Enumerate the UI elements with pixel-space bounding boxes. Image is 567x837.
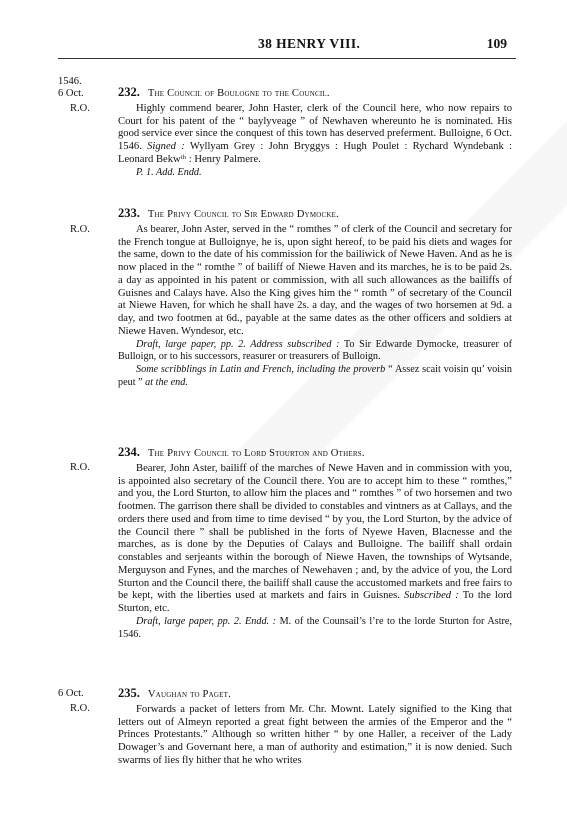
running-head <box>0 36 567 52</box>
entry-233 <box>118 207 512 390</box>
entry-235 <box>118 687 512 768</box>
entry-number: 233. <box>118 206 140 220</box>
entry-note: P. 1. Add. Endd. <box>136 166 202 178</box>
entry-heading <box>118 86 512 101</box>
header-rule <box>58 58 516 59</box>
margin-source-233: R.O. <box>70 224 90 235</box>
entry-body: Forwards a packet of letters from Mr. Chr. Mownt. Lately signified to the King that letters out of Almeyn reported a great fight between the armies of the Emperor and the “ Princes Protestants.” Although so written hither “ by one Haller, a receiver of the Lady Dowager’s and Governant here, a man of authority and estimation,” it is now denied. Such swarms of lies fly hither that he who writes <box>118 703 512 766</box>
body-text: Highly commend bearer, John Haster, clerk of the Council here, who now repairs to Court for his patent of the “ baylyveage ” of Newhaven whereunto he is nominated. His good service ever since the conquest of this town has deserved preferment. Bulloigne, 6 Oct. 1546. <box>118 102 512 152</box>
entry-title: The Privy Council to Sir Edward Dymocke. <box>147 209 339 220</box>
signatories: Wyllyam Grey : John Bryggys : Hugh Poulet : Rychard Wyndebank : Leonard Bekwᵗʰ : Henry Palmere. <box>118 141 512 165</box>
entry-body <box>118 463 512 616</box>
note-label: Draft, large paper, pp. 2. Address subscribed : <box>136 338 340 350</box>
subscribed-text: To the lord Sturton, etc. <box>118 590 512 614</box>
running-head-title: 38 HENRY VIII. <box>258 36 361 51</box>
entry-note <box>118 339 512 365</box>
entry-heading <box>118 446 512 461</box>
entry-heading <box>118 687 512 702</box>
entry-number: 234. <box>118 445 140 459</box>
scribble-label: Some scribblings in Latin and French, including the proverb <box>136 364 386 375</box>
entry-note <box>118 616 512 642</box>
note-text: M. of the Counsail’s l’re to the lorde Sturton for Astre, 1546. <box>118 615 512 640</box>
entry-number: 232. <box>118 85 140 99</box>
body-text: Bearer, John Aster, bailiff of the marches of Newe Haven and in commission with you, is appointed also secretary of the Council there. You are to accept him to these “ romthes,” and you, the Lord Sturton, to allow him the places and “ romthes ” of two horsemen and two footmen. The garrison there shall be divided to constables and vintners as at Callays, and the orders there used and from time to time devised “ by you, the Lord Sturton, by the advice of the Council there ” shall be published in the forts of Nyewe Haven, Blacnesse and the marches, as is done by the Deputies of Calays and Bulloigne. The bailiff shall ordain constables and serjeants within the borough of Niewe Haven, the townships of Wytsande, Merguyson and Fynes, and the marches of Newehaven ; and, by the advice of you, the Lord Sturton and the Council there, the bailiff shall cause the accustomed markets and free fairs to be kept, with the liberties used at markets and fairs in Guisnes. <box>118 462 512 602</box>
signed-label: Signed : <box>147 141 185 152</box>
entry-heading <box>118 207 512 222</box>
margin-source-234: R.O. <box>70 462 90 473</box>
scribble-end: at the end. <box>145 376 188 388</box>
entry-title: Vaughan to Paget. <box>147 689 231 700</box>
margin-source-235: R.O. <box>70 703 90 714</box>
margin-source-232: R.O. <box>70 103 90 114</box>
margin-year: 1546. <box>58 76 82 87</box>
entry-234 <box>118 446 512 641</box>
entry-title: The Council of Boulogne to the Council. <box>147 88 330 99</box>
entry-232 <box>118 86 512 179</box>
subscribed-label: Subscribed : <box>404 590 459 602</box>
page-number: 109 <box>486 36 507 51</box>
margin-date-232: 6 Oct. <box>58 88 84 99</box>
entry-number: 235. <box>118 686 140 700</box>
scribble-quote: “ Assez scait voisin qu’ voisin peut ” <box>118 364 512 388</box>
note-text: To Sir Edwarde Dymocke, treasurer of Bulloign, or to his successors, reasurer or treasurers of Bulloign. <box>118 338 513 363</box>
margin-date-235: 6 Oct. <box>58 688 84 699</box>
note-label: Draft, large paper, pp. 2. Endd. : <box>136 615 277 627</box>
entry-title: The Privy Council to Lord Stourton and Others. <box>147 448 365 459</box>
entry-body: As bearer, John Aster, served in the “ romthes ” of clerk of the Council and secretary for the French tongue at Bulloignye, he is, upon sight hereof, to be paid his diets and wages for the same, down to the date of his commission for the bailiwick of Newe Haven. And as he is now placed in the “ romthe ” of bailiff of Niewe Haven and its marches, he is to be paid 2s. a day as appointed in his patent or commission, with all such allowances as the bailiffs of Guisnes and Calays have. Also the King gives him the “ romth ” of secretary of the Council at Niewe Haven, for which he shall have 2s. a day, and the wages of two horsemen at 9d. a day, and two footmen at 6d., payable at the same dates as the other officers and soldiers at Niewe Haven. Wyndesor, etc. <box>118 223 512 337</box>
scribble-note <box>118 364 512 390</box>
entry-body <box>118 103 512 167</box>
